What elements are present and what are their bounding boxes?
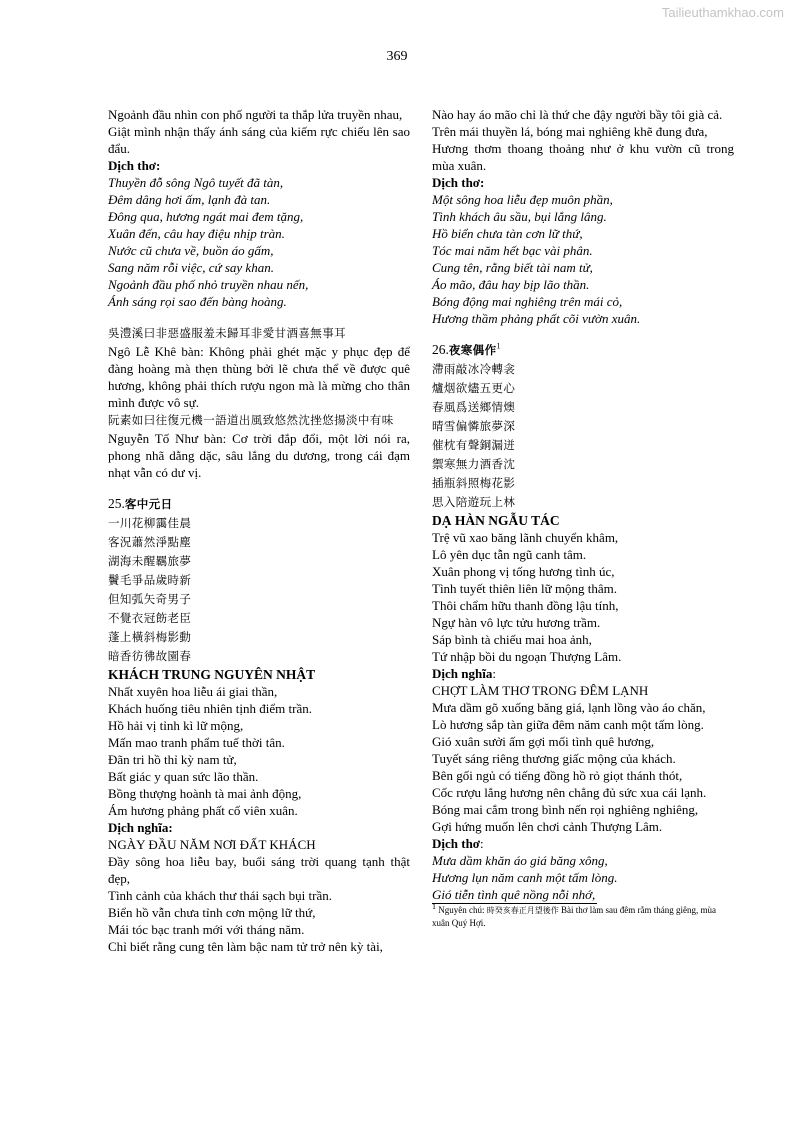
section-label: Dịch thơ: bbox=[432, 836, 484, 851]
poem-heading bbox=[108, 495, 410, 514]
translation-line: Trên mái thuyền lá, bóng mai nghiêng khẽ đung đưa, bbox=[432, 124, 708, 139]
translation-line: Cốc rượu lắng hương nên chẳng đủ sức xua cái lạnh. bbox=[432, 785, 707, 800]
poem-line: Bóng động mai nghiêng trên mái cỏ, bbox=[432, 294, 623, 309]
footnote-ref: 1 bbox=[496, 341, 501, 351]
poem-line: Bất giác y quan sức lão thần. bbox=[108, 769, 259, 784]
poem-line: 但知弧矢奇男子 bbox=[108, 592, 192, 606]
poem-line: Hương thầm phảng phất cõi vườn xuân. bbox=[432, 311, 641, 326]
cjk-comment: 阮素如曰往復元機一語道出風致悠然沈挫悠揚淡中有味 bbox=[108, 413, 394, 427]
poem-line: Ngự hàn vô lực tửu hương trầm. bbox=[432, 615, 601, 630]
translation-line: Gió xuân sưởi ấm gợi mối tình quê hương, bbox=[432, 734, 655, 749]
poem-line: Bồng thượng hoành tà mai ảnh động, bbox=[108, 786, 302, 801]
poem-line: Trệ vũ xao băng lãnh chuyển khâm, bbox=[432, 530, 619, 545]
translation-title: CHỢT LÀM THƠ TRONG ĐÊM LẠNH bbox=[432, 683, 649, 698]
poem-line: 一川花柳靄佳晨 bbox=[108, 516, 192, 530]
poem-title-cjk: 客中元日 bbox=[124, 497, 173, 511]
page-number: 369 bbox=[386, 49, 408, 64]
poem-transliteration bbox=[432, 529, 734, 665]
poem-line: Hồ biển chưa tàn cơn lữ thứ, bbox=[432, 226, 583, 241]
footnote-cjk: 時癸亥春正月望後作 bbox=[486, 906, 559, 915]
translation-line: Biển hồ vẫn chưa tỉnh cơn mộng lữ thứ, bbox=[108, 905, 316, 920]
footnote: $^1$ Nguyên chú: 時癸亥春正月望後作 Bài thơ làm sau đêm rằm tháng giêng, mùa xuân Quý Hợi. bbox=[432, 902, 716, 928]
poem-title-viet: DẠ HÀN NGẪU TÁC bbox=[432, 513, 560, 528]
poem-line: 蓬上橫斜梅影動 bbox=[108, 630, 192, 644]
poem-line: Ánh sáng rọi sao đến bàng hoàng. bbox=[108, 294, 287, 309]
poem-line: Tứ nhập bồi du ngoạn Thượng Lâm. bbox=[432, 649, 622, 664]
poem-line: Đêm dâng hơi ấm, lạnh đà tan. bbox=[108, 192, 271, 207]
poem-line: 滯雨敲冰冷轉衾 bbox=[432, 362, 516, 376]
poem-line: 春風爲送鄉情燠 bbox=[432, 400, 516, 414]
translation-line: Đầy sông hoa liễu bay, buổi sáng trời quang tạnh thật đẹp, bbox=[108, 854, 410, 886]
left-column bbox=[108, 106, 410, 955]
poem-line: Gió tiễn tình quê nồng nỗi nhớ, bbox=[432, 887, 596, 902]
poem-line: Xuân đến, câu hay điệu nhịp tràn. bbox=[108, 226, 285, 241]
poem-line: Tình khách âu sầu, bụi lắng lâng. bbox=[432, 209, 607, 224]
poem-line: Thuyền đỗ sông Ngô tuyết đã tàn, bbox=[108, 175, 284, 190]
poem-cjk bbox=[108, 514, 410, 666]
translation-line: Mưa dầm gõ xuống băng giá, lạnh lồng vào áo chăn, bbox=[432, 700, 706, 715]
section-label: Dịch nghĩa: bbox=[432, 666, 496, 681]
poem-line: Xuân phong vị tống hương tình úc, bbox=[432, 564, 615, 579]
translation-line: Gợi hứng muốn lên chơi cảnh Thượng Lâm. bbox=[432, 819, 663, 834]
translation-title: NGÀY ĐẦU NĂM NƠI ĐẤT KHÁCH bbox=[108, 837, 316, 852]
translation-line: Bên gối ngủ có tiếng đồng hồ rỏ giọt thánh thót, bbox=[432, 768, 683, 783]
translation-line: Bóng mai cắm trong bình nến rọi nghiêng nghiêng, bbox=[432, 802, 699, 817]
poem-line: Hồ hải vị tỉnh kì lữ mộng, bbox=[108, 718, 244, 733]
section-label: Dịch thơ: bbox=[432, 175, 485, 190]
poem-line: Thôi chẩm hữu thanh đồng lậu tính, bbox=[432, 598, 619, 613]
poem-translation bbox=[108, 174, 410, 310]
footnote-mark: 1 bbox=[432, 902, 436, 911]
poem-cjk bbox=[432, 360, 734, 512]
poem-line: 暗香彷彿故園春 bbox=[108, 649, 192, 663]
translation-line: Hương thơm thoang thoảng như ở khu vườn cũ trong mùa xuân. bbox=[432, 141, 734, 173]
poem-line: 催枕有聲銅漏迸 bbox=[432, 438, 516, 452]
poem-line: Sang năm rỗi việc, cứ say khan. bbox=[108, 260, 274, 275]
poem-translation bbox=[432, 852, 734, 903]
paragraph: Ngoảnh đầu nhìn con phố người ta thắp lửa truyền nhau, bbox=[108, 107, 403, 122]
watermark: Tailieuthamkhao.com bbox=[661, 5, 784, 20]
comment: Ngô Lễ Khê bàn: Không phải ghét mặc y phục đẹp để đàng hoàng mà thẹn thùng bởi lẽ chưa thể về được quê hương, không phải thích rượu ngon mà là mừng cho thân mình được vô sự. bbox=[108, 344, 410, 410]
right-column bbox=[432, 106, 734, 930]
poem-line: Áo mão, đâu hay bịp lão thần. bbox=[432, 277, 590, 292]
poem-line: 爐烟欲燼五更心 bbox=[432, 381, 516, 395]
poem-line: Ngoảnh đầu phố nhỏ truyền nhau nến, bbox=[108, 277, 309, 292]
poem-line: Một sông hoa liễu đẹp muôn phần, bbox=[432, 192, 613, 207]
poem-line: Cung tên, rằng biết tài nam tử, bbox=[432, 260, 593, 275]
poem-line: Đãn tri hồ thỉ kỳ nam tử, bbox=[108, 752, 237, 767]
poem-line: Mưa dầm khăn áo giá băng xông, bbox=[432, 853, 608, 868]
poem-line: Đông qua, hương ngát mai đem tặng, bbox=[108, 209, 304, 224]
poem-line: Tóc mai năm hết bạc vài phân. bbox=[432, 243, 593, 258]
poem-line: Nhất xuyên hoa liễu ái giai thần, bbox=[108, 684, 278, 699]
translation-line: Nào hay áo mão chỉ là thứ che đậy người bầy tôi già cả. bbox=[432, 107, 723, 122]
poem-line: 鬢毛爭品歲時新 bbox=[108, 573, 192, 587]
poem-line: Tình tuyết thiên liên lữ mộng thâm. bbox=[432, 581, 618, 596]
poem-line: 不覺衣冠飭老臣 bbox=[108, 611, 192, 625]
poem-line: 湖海未醒羈旅夢 bbox=[108, 554, 192, 568]
poem-line: Lô yên dục tẫn ngũ canh tâm. bbox=[432, 547, 587, 562]
translation-line: Tuyết sáng riêng thương giấc mộng của khách. bbox=[432, 751, 676, 766]
poem-number: 25. bbox=[108, 496, 125, 511]
poem-title-viet: KHÁCH TRUNG NGUYÊN NHẬT bbox=[108, 667, 316, 682]
poem-line: Sáp bình tà chiếu mai hoa ảnh, bbox=[432, 632, 592, 647]
poem-line: 思入陪遊玩上林 bbox=[432, 495, 516, 509]
section-label: Dịch thơ: bbox=[108, 158, 161, 173]
poem-transliteration bbox=[108, 683, 410, 819]
section-label: Dịch nghĩa: bbox=[108, 820, 173, 835]
paragraph: Giật mình nhận thấy ánh sáng của kiếm rực chiếu lên sao đẩu. bbox=[108, 124, 410, 156]
comment: Nguyễn Tố Như bàn: Cơ trời đắp đổi, một lời nói ra, phong nhã dằng dặc, sâu lắng du dương, trong cái đạm nhạt vẫn có dư vị. bbox=[108, 431, 410, 480]
poem-title-cjk: 夜寒偶作 bbox=[448, 343, 497, 357]
poem-line: Mấn mao tranh phẩm tuế thời tân. bbox=[108, 735, 285, 750]
poem-line: Hương lụn năm canh một tấm lòng. bbox=[432, 870, 618, 885]
translation-line: Chỉ biết rằng cung tên làm bậc nam tử trở nên kỳ tài, bbox=[108, 939, 383, 954]
poem-line: Ám hương phảng phất cố viên xuân. bbox=[108, 803, 298, 818]
poem-line: Nước cũ chưa về, buồn áo gấm, bbox=[108, 243, 274, 258]
cjk-comment: 吳澧溪曰非惡盛服羞未歸耳非愛甘酒喜無事耳 bbox=[108, 326, 346, 340]
poem-translation bbox=[432, 191, 734, 327]
translation-line: Lò hương sắp tàn giữa đêm năm canh một tấm lòng. bbox=[432, 717, 704, 732]
translation-line: Mái tóc bạc tranh mới với tháng năm. bbox=[108, 922, 305, 937]
poem-line: Khách huống tiêu nhiên tịnh điểm trần. bbox=[108, 701, 312, 716]
translation-line: Tình cảnh của khách thư thái sạch bụi trần. bbox=[108, 888, 332, 903]
poem-number: 26. bbox=[432, 342, 449, 357]
poem-heading bbox=[432, 341, 734, 360]
poem-line: 晴雪偏憐旅夢深 bbox=[432, 419, 516, 433]
poem-line: 插瓶斜照梅花影 bbox=[432, 476, 516, 490]
poem-line: 禦寒無力酒香沈 bbox=[432, 457, 516, 471]
poem-line: 客況蕭然淨點塵 bbox=[108, 535, 192, 549]
